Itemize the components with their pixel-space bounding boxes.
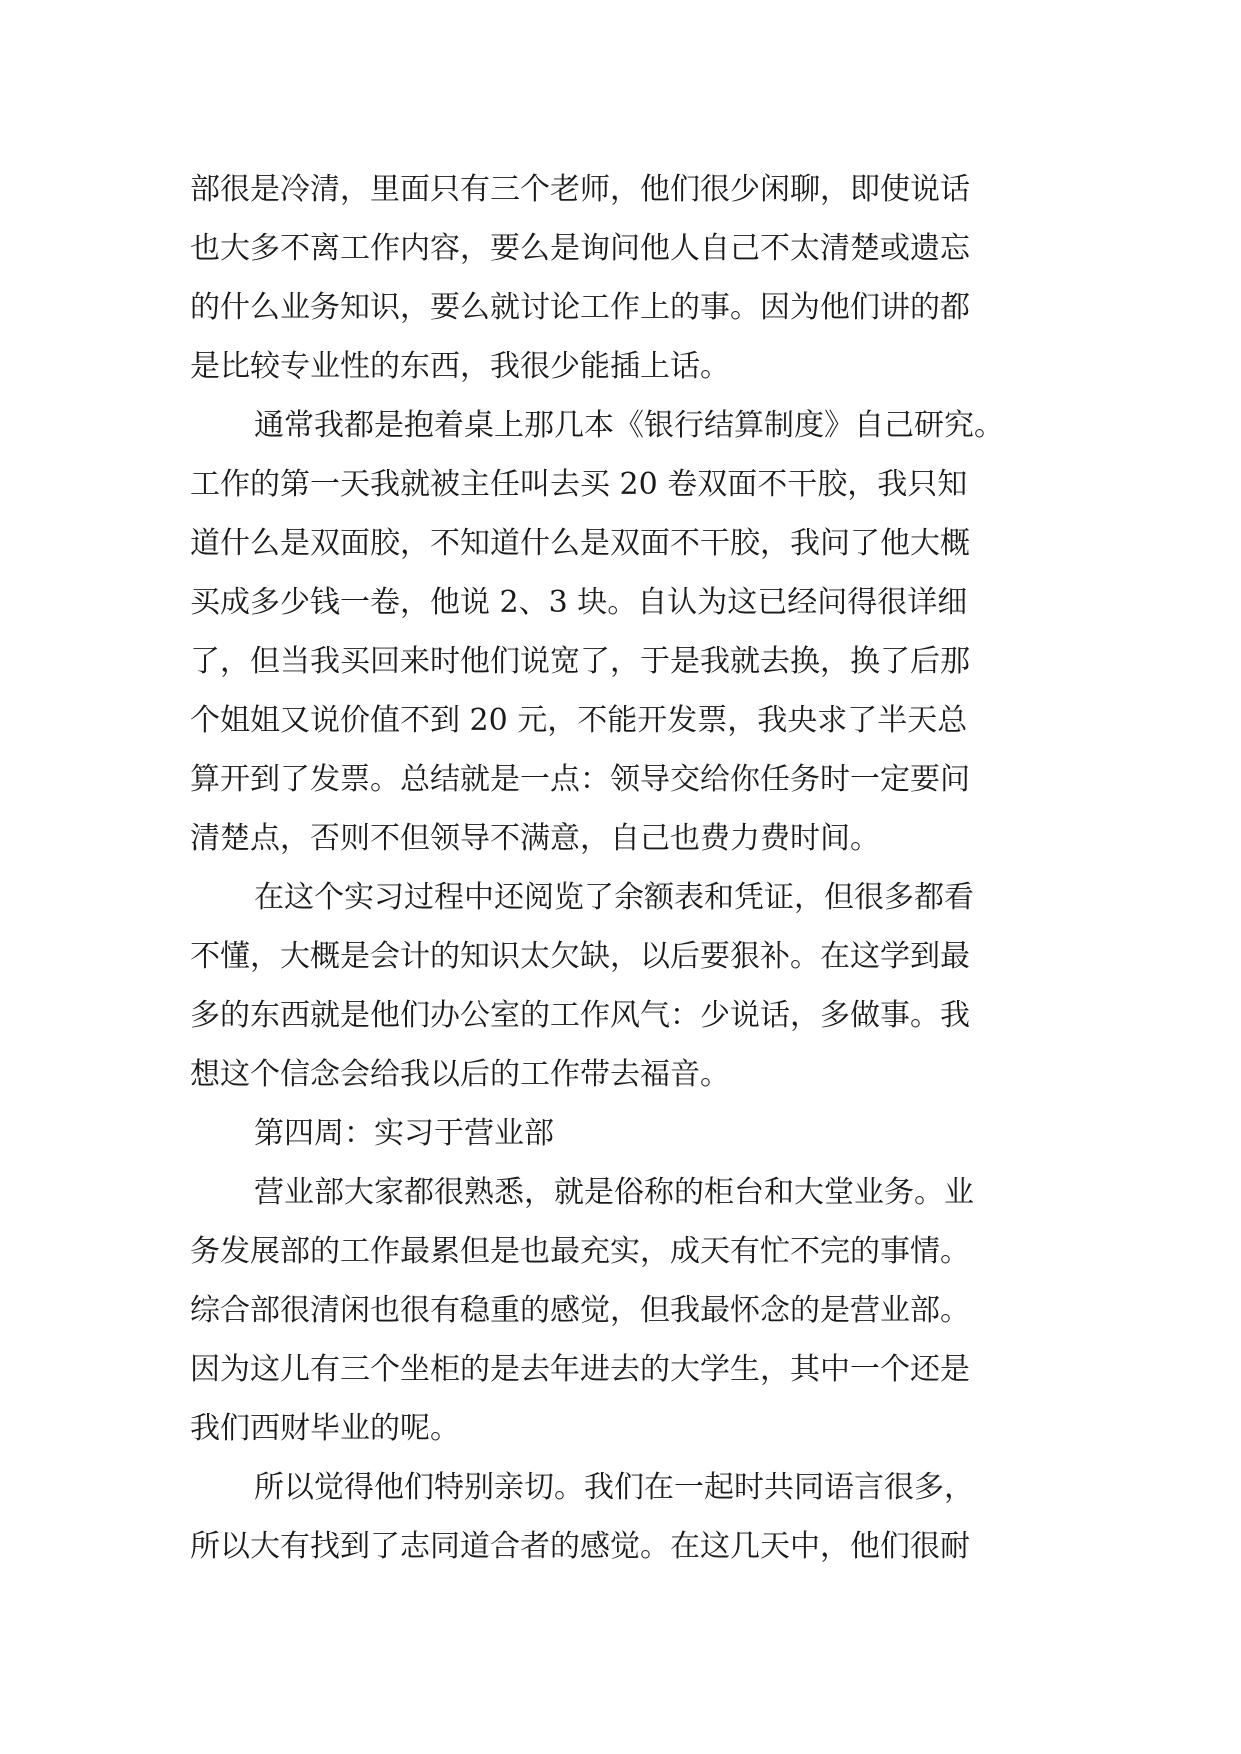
text-line: 因为这儿有三个坐柜的是去年进去的大学生，其中一个还是 (190, 1352, 970, 1387)
text-line: 个姐姐又说价值不到 20 元，不能开发票，我央求了半天总 (190, 703, 968, 738)
text-line: 我们西财毕业的呢。 (190, 1411, 460, 1446)
text-line: 所以大有找到了志同道合者的感觉。在这几天中，他们很耐 (190, 1529, 970, 1564)
text-line: 了，但当我买回来时他们说宽了，于是我就去换，换了后那 (190, 644, 970, 679)
text-line: 所以觉得他们特别亲切。我们在一起时共同语言很多， (254, 1470, 974, 1505)
text-line: 道什么是双面胶，不知道什么是双面不干胶，我问了他大概 (190, 526, 970, 561)
text-line: 也大多不离工作内容，要么是询问他人自己不太清楚或遗忘 (190, 231, 970, 266)
text-line: 买成多少钱一卷，他说 2、3 块。自认为这已经问得很详细 (190, 585, 968, 620)
text-line: 通常我都是抱着桌上那几本《银行结算制度》自己研究。 (254, 408, 1004, 443)
document-body (190, 160, 1050, 1576)
text-line: 算开到了发票。总结就是一点：领导交给你任务时一定要问 (190, 762, 970, 797)
text-line: 多的东西就是他们办公室的工作风气：少说话，多做事。我 (190, 998, 970, 1033)
text-line: 不懂，大概是会计的知识太欠缺，以后要狠补。在这学到最 (190, 939, 970, 974)
text-line: 在这个实习过程中还阅览了余额表和凭证，但很多都看 (254, 880, 974, 915)
text-line: 综合部很清闲也很有稳重的感觉，但我最怀念的是营业部。 (190, 1293, 970, 1328)
text-line: 营业部大家都很熟悉，就是俗称的柜台和大堂业务。业 (254, 1175, 974, 1210)
text-line: 是比较专业性的东西，我很少能插上话。 (190, 349, 730, 384)
text-line: 工作的第一天我就被主任叫去买 20 卷双面不干胶，我只知 (190, 467, 968, 502)
text-line: 部很是冷清，里面只有三个老师，他们很少闲聊，即使说话 (190, 172, 970, 207)
text-line: 清楚点，否则不但领导不满意，自己也费力费时间。 (190, 821, 880, 856)
text-line: 的什么业务知识，要么就讨论工作上的事。因为他们讲的都 (190, 290, 970, 325)
text-line: 第四周：实习于营业部 (254, 1116, 554, 1151)
text-line: 想这个信念会给我以后的工作带去福音。 (190, 1057, 730, 1092)
text-line: 务发展部的工作最累但是也最充实，成天有忙不完的事情。 (190, 1234, 970, 1269)
